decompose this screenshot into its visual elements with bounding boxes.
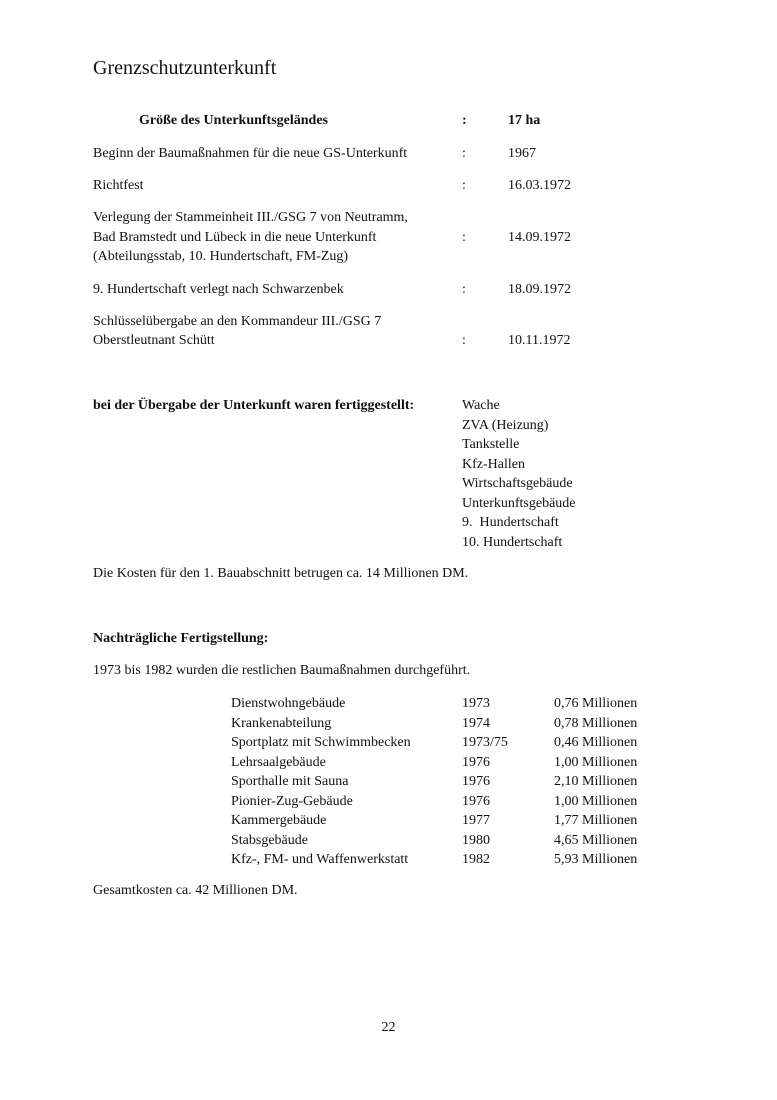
fact-label: Größe des Unterkunftsgeländes [139, 113, 329, 128]
fact-value: 16.03.1972 [508, 178, 571, 193]
row-year: 1976 [462, 793, 490, 809]
row-name: Kfz-, FM- und Waffenwerkstatt [231, 852, 409, 867]
row-amount: 1,77 Millionen [554, 813, 638, 828]
row-year: 1976 [462, 754, 490, 770]
fact-label: 9. Hundertschaft verlegt nach Schwarzenbek [93, 282, 344, 297]
row-amount: 5,93 Millionen [554, 852, 638, 867]
total-costs: Gesamtkosten ca. 42 Millionen DM. [93, 883, 298, 898]
row-name: Pionier-Zug-Gebäude [231, 793, 353, 809]
row-name: Lehrsaalgebäude [231, 754, 326, 770]
row-amount: 0,78 Millionen [554, 715, 638, 731]
fact-label-line: Bad Bramstedt und Lübeck in die neue Unterkunft [93, 230, 377, 245]
fact-colon: : [462, 230, 466, 245]
fact-colon: : [462, 113, 467, 128]
row-year: 1976 [462, 774, 490, 789]
fact-value: 17 ha [508, 113, 541, 128]
row-year: 1980 [462, 832, 490, 848]
handover-label: bei der Übergabe der Unterkunft waren fertiggestellt: [93, 398, 415, 413]
list-item: 10. Hundertschaft [462, 534, 563, 550]
fact-value: 10.11.1972 [508, 333, 571, 348]
row-amount: 2,10 Millionen [554, 774, 638, 789]
row-amount: 1,00 Millionen [554, 754, 638, 770]
fact-colon: : [462, 178, 466, 193]
fact-label: Richtfest [93, 178, 144, 193]
row-name: Sporthalle mit Sauna [231, 774, 349, 789]
later-intro: 1973 bis 1982 wurden die restlichen Baumaßnahmen durchgeführt. [93, 663, 471, 678]
row-name: Kammergebäude [231, 813, 327, 828]
row-name: Dienstwohngebäude [231, 696, 346, 711]
fact-label-line: Schlüsselübergabe an den Kommandeur III./GSG 7 [93, 314, 382, 329]
row-amount: 4,65 Millionen [554, 832, 638, 848]
costs-first-paragraph: Die Kosten für den 1. Bauabschnitt betrugen ca. 14 Millionen DM. [93, 566, 469, 581]
row-year: 1973/75 [462, 735, 508, 750]
handover-list [462, 396, 576, 552]
fact-colon: : [462, 282, 466, 297]
row-year: 1977 [462, 813, 490, 828]
list-item: Kfz-Hallen [462, 456, 525, 472]
row-name: Sportplatz mit Schwimmbecken [231, 735, 411, 750]
list-item: Tankstelle [462, 437, 520, 452]
row-year: 1982 [462, 852, 490, 867]
list-item: Wirtschaftsgebäude [462, 476, 573, 491]
fact-label-line: (Abteilungsstab, 10. Hundertschaft, FM-Zug) [93, 249, 349, 264]
fact-label: Beginn der Baumaßnahmen für die neue GS-Unterkunft [93, 146, 408, 161]
fact-label-line: Verlegung der Stammeinheit III./GSG 7 von Neutramm, [93, 210, 408, 225]
later-heading: Nachträgliche Fertigstellung: [93, 631, 269, 646]
row-name: Stabsgebäude [231, 832, 308, 848]
row-amount: 0,76 Millionen [554, 696, 638, 711]
fact-value: 18.09.1972 [508, 282, 571, 297]
fact-colon: : [462, 333, 466, 348]
list-item: 9. Hundertschaft [462, 515, 559, 530]
list-item: Wache [462, 398, 500, 413]
fact-label-line: Oberstleutnant Schütt [93, 333, 215, 348]
row-year: 1974 [462, 715, 490, 731]
row-name: Krankenabteilung [231, 715, 332, 731]
fact-value: 14.09.1972 [508, 230, 571, 245]
page-number: 22 [381, 1020, 396, 1035]
page-title: Grenzschutzunterkunft [93, 57, 277, 79]
list-item: ZVA (Heizung) [462, 417, 549, 433]
fact-colon: : [462, 146, 466, 161]
row-amount: 1,00 Millionen [554, 793, 638, 809]
list-item: Unterkunftsgebäude [462, 495, 576, 511]
fact-value: 1967 [508, 146, 536, 161]
row-amount: 0,46 Millionen [554, 735, 638, 750]
row-year: 1973 [462, 696, 490, 711]
